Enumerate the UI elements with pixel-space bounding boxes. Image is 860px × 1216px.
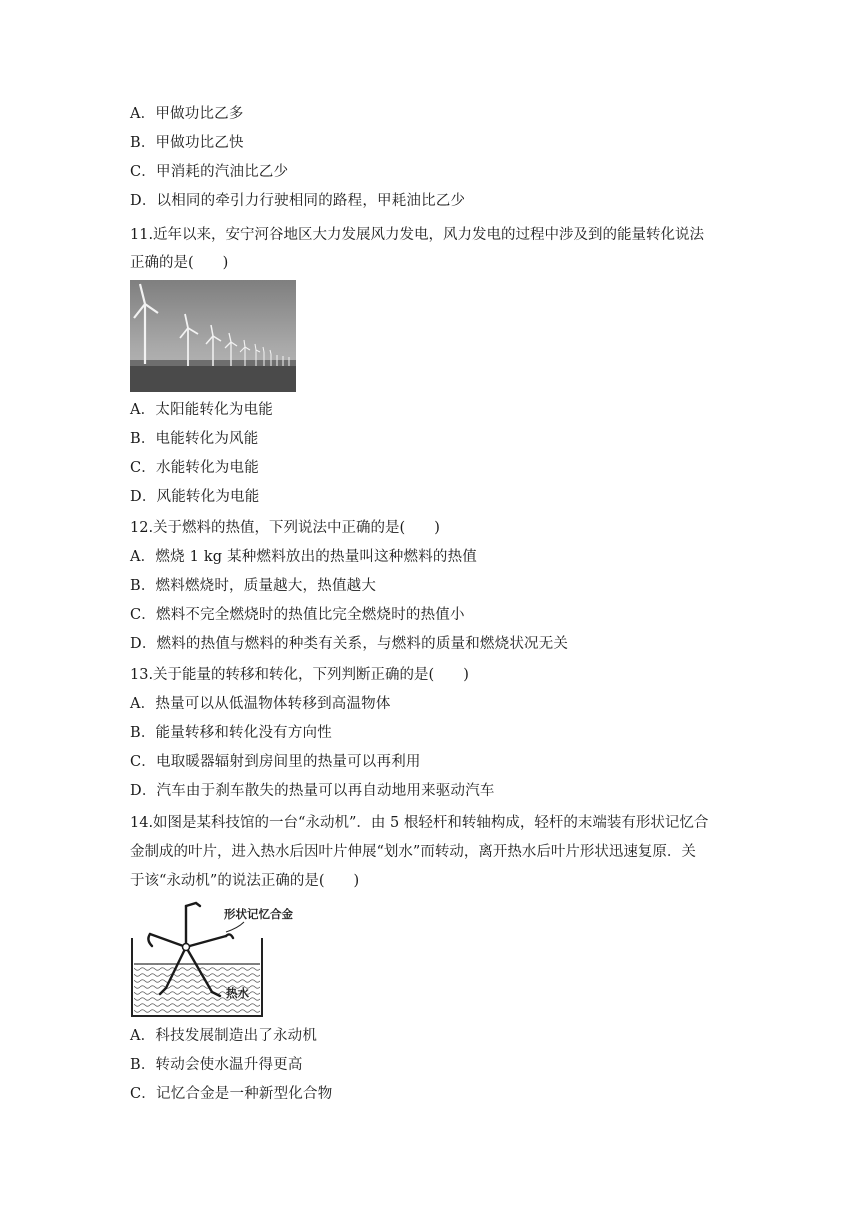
q10-option-a: A．甲做功比乙多 xyxy=(130,106,244,122)
q13-option-a: A．热量可以从低温物体转移到高温物体 xyxy=(130,696,391,712)
q11-stem-line2: 正确的是( ) xyxy=(130,255,229,271)
wind-farm-photo xyxy=(130,280,296,392)
q12-option-b: B．燃料燃烧时，质量越大，热值越大 xyxy=(130,578,377,594)
rotor-axle xyxy=(183,944,190,951)
q14-option-a: A．科技发展制造出了永动机 xyxy=(130,1028,318,1044)
alloy-label: 形状记忆合金 xyxy=(224,907,293,921)
perpetual-motion-diagram xyxy=(130,900,310,1018)
q11-option-a: A．太阳能转化为电能 xyxy=(130,402,273,418)
q13-stem: 13.关于能量的转移和转化，下列判断正确的是( ) xyxy=(130,667,469,683)
hot-water-label: 热水 xyxy=(226,986,249,1000)
q14-option-b: B．转动会使水温升得更高 xyxy=(130,1057,303,1073)
q12-option-d: D．燃料的热值与燃料的种类有关系，与燃料的质量和燃烧状况无关 xyxy=(130,636,569,652)
q14-stem-line3: 于该“永动机”的说法正确的是( ) xyxy=(130,873,360,889)
q10-option-b: B．甲做功比乙快 xyxy=(130,135,244,151)
q11-option-b: B．电能转化为风能 xyxy=(130,431,259,447)
q13-option-b: B．能量转移和转化没有方向性 xyxy=(130,725,332,741)
q14-stem-line1: 14.如图是某科技馆的一台“永动机”．由 5 根轻杆和转轴构成，轻杆的末端装有形状记忆合 xyxy=(130,815,709,831)
q12-option-a: A．燃烧 1 kg 某种燃料放出的热量叫这种燃料的热值 xyxy=(130,549,477,565)
q12-option-c: C．燃料不完全燃烧时的热值比完全燃烧时的热值小 xyxy=(130,607,465,623)
q11-option-c: C．水能转化为电能 xyxy=(130,460,259,476)
q10-option-d: D．以相同的牵引力行驶相同的路程，甲耗油比乙少 xyxy=(130,193,466,209)
q11-option-d: D．风能转化为电能 xyxy=(130,489,260,505)
q14-option-c: C．记忆合金是一种新型化合物 xyxy=(130,1086,333,1102)
q11-stem-line1: 11.近年以来，安宁河谷地区大力发展风力发电，风力发电的过程中涉及到的能量转化说法 xyxy=(130,227,705,243)
q13-option-c: C．电取暖器辐射到房间里的热量可以再利用 xyxy=(130,754,421,770)
q13-option-d: D．汽车由于刹车散失的热量可以再自动地用来驱动汽车 xyxy=(130,783,495,799)
q12-stem: 12.关于燃料的热值，下列说法中正确的是( ) xyxy=(130,520,440,536)
q14-stem-line2: 金制成的叶片，进入热水后因叶片伸展“划水”而转动，离开热水后叶片形状迅速复原．关 xyxy=(130,844,696,860)
q10-option-c: C．甲消耗的汽油比乙少 xyxy=(130,164,289,180)
